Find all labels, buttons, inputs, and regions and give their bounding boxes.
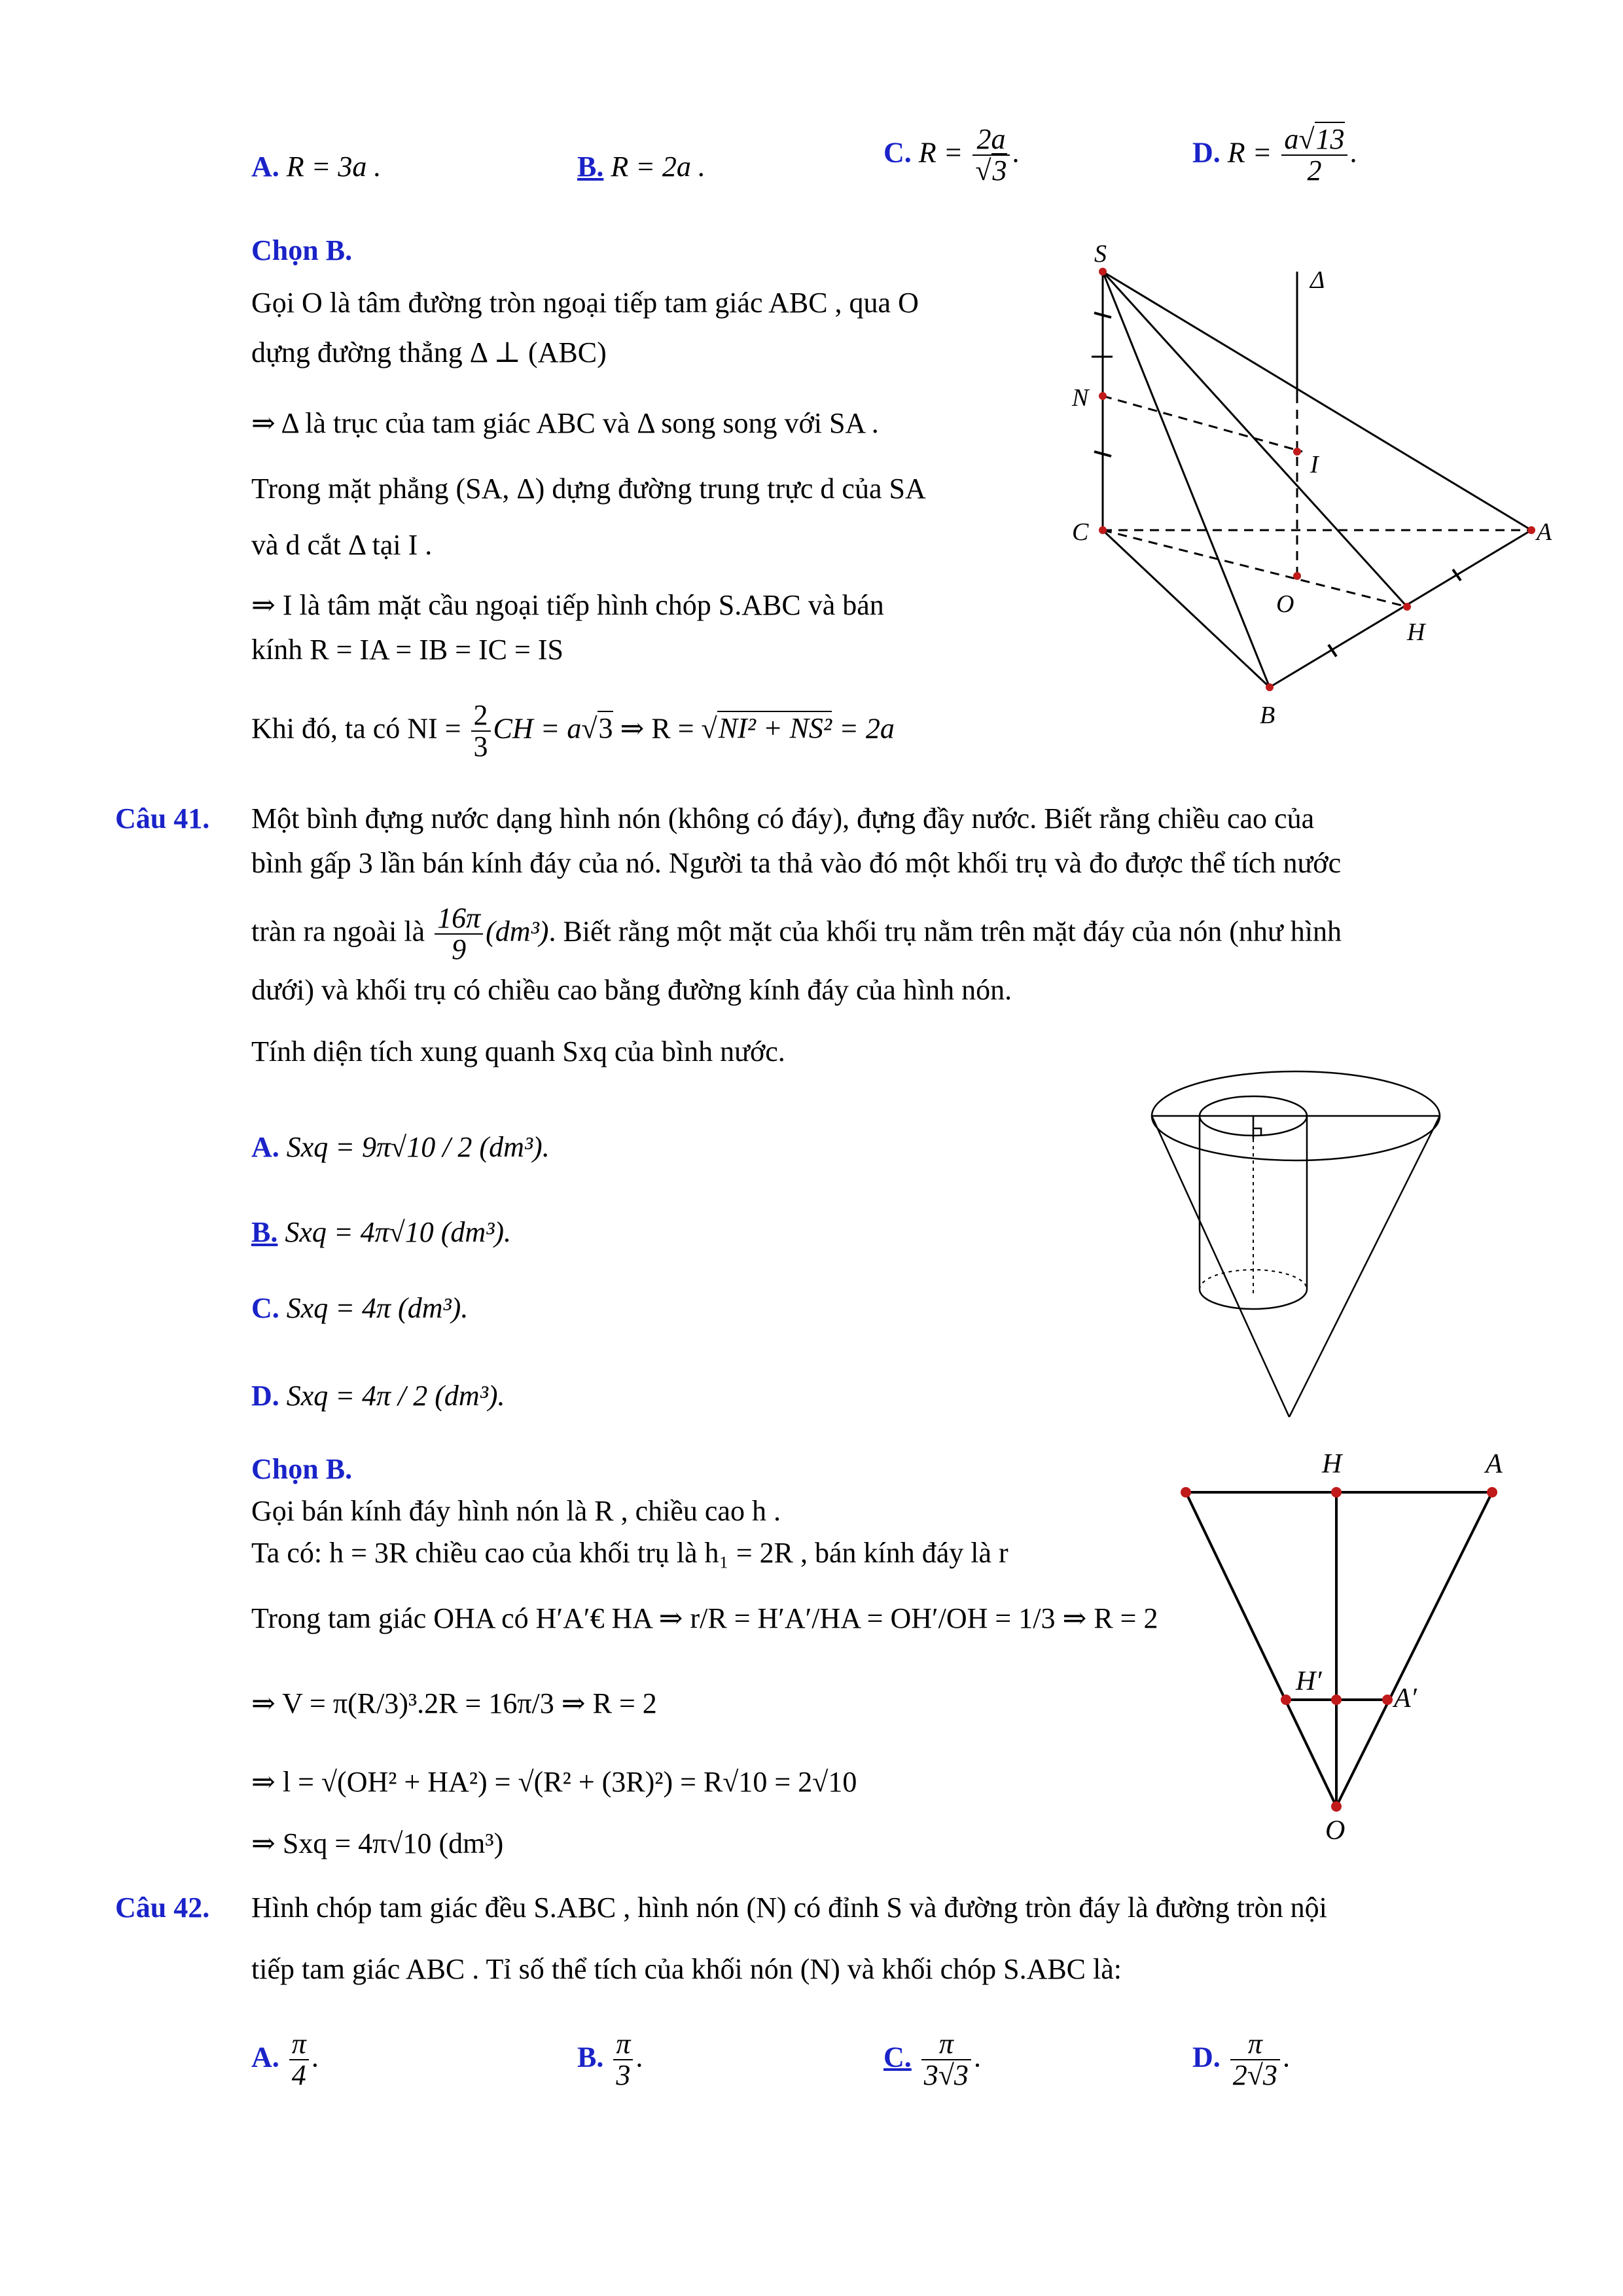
q41-stem: bình gấp 3 lần bán kính đáy của nó. Người ta thả vào đó một khối trụ và đo được thể tích nước [251,847,1342,879]
label-h: H [1407,619,1425,646]
q41-triangle-figure [1165,1440,1531,1846]
label-s: S [1094,240,1107,268]
q40-answer: Chọn B. [251,234,353,266]
q40-final: Khi đó, ta có NI = $\frac{2}{3}$ CH = a√3 ⇒ R = √NI² + NS² = 2a [251,699,895,763]
q42-label: Câu 42. [115,1892,210,1924]
fraction: $\frac{a√13}{2}$ [1281,124,1347,186]
option-letter: B. [577,151,604,183]
label-c: C [1072,518,1089,546]
q41-sol-line: Ta có: h = 3R chiều cao của khối trụ là h₁ = 2R , bán kính đáy là r [251,1537,1008,1569]
fraction: $\frac{2a}{√3}$ [972,124,1009,186]
q42-stem: tiếp tam giác ABC . Tỉ số thể tích của khối nón (N) và khối chóp S.ABC là: [251,1953,1122,1985]
q41-stem: Tính diện tích xung quanh Sxq của bình nước. [251,1035,785,1067]
q41-option-d[interactable]: D. Sxq = 4π / 2 (dm³). [251,1380,505,1412]
label-a: A [1486,1449,1503,1479]
q41-sol-line: ⇒ Sxq = 4π√10 (dm³) [251,1827,504,1859]
label-i: I [1310,451,1319,478]
q42-stem: Hình chóp tam giác đều S.ABC , hình nón (N) có đỉnh S và đường tròn đáy là đường tròn nội [251,1892,1327,1924]
q40-option-b[interactable] [577,145,705,188]
option-text: R = 2a . [611,151,705,183]
label-a-prime: A′ [1394,1683,1417,1713]
q40-pyramid-figure [1060,236,1558,733]
q40-option-c[interactable]: C. R = $\frac{2a}{√3}$ . [883,123,1020,187]
q41-label: Câu 41. [115,802,210,834]
q41-option-b[interactable]: B. Sxq = 4π√10 (dm³). [251,1216,512,1248]
q40-sol-line: ⇒ I là tâm mặt cầu ngoại tiếp hình chóp S.ABC và bán [251,589,884,621]
option-text: R = 3a . [286,151,382,183]
q40-sol-line: ⇒ Δ là trục của tam giác ABC và Δ song song với SA . [251,407,879,439]
q41-sol-line: Trong tam giác OHA có H′A′€ HA ⇒ r/R = H′A′/HA = OH′/OH = 1/3 ⇒ R = 2 [251,1602,1158,1634]
q41-cone-figure [1126,1060,1466,1427]
label-n: N [1072,384,1089,412]
q42-option-b[interactable]: B. $\frac{\pi}{3}$ . [577,2028,643,2092]
q41-sol-line: Gọi bán kính đáy hình nón là R , chiều cao h . [251,1495,781,1527]
q41-stem: dưới) và khối trụ có chiều cao bằng đường kính đáy của hình nón. [251,974,1012,1006]
label-delta: Δ [1310,266,1325,294]
q40-option-d[interactable]: D. R = $\frac{a√13}{2}$ . [1192,123,1357,187]
q41-option-a[interactable]: A. Sxq = 9π√10 / 2 (dm³). [251,1131,550,1163]
q41-answer: Chọn B. [251,1453,353,1485]
q42-option-a[interactable]: A. $\frac{\pi}{4}$ . [251,2028,319,2092]
option-letter: A. [251,151,279,183]
q41-stem: tràn ra ngoài là $\frac{16\pi}{9}$ (dm³). Biết rằng một mặt của khối trụ nằm trên mặt đáy của nón (như hình [251,902,1342,966]
label-o: O [1276,590,1294,618]
q41-sol-line: ⇒ V = π(R/3)³.2R = 16π/3 ⇒ R = 2 [251,1687,657,1719]
q41-stem: Một bình đựng nước dạng hình nón (không có đáy), đựng đầy nước. Biết rằng chiều cao của [251,802,1315,834]
label-a: A [1537,518,1552,546]
q40-sol-line: dựng đường thẳng Δ ⊥ (ABC) [251,336,607,368]
q40-sol-line: kính R = IA = IB = IC = IS [251,634,563,666]
q42-option-c[interactable]: C. $\frac{\pi}{3√3}$ . [883,2028,981,2092]
q40-sol-line: và d cắt Δ tại I . [251,529,433,561]
label-h: H [1322,1449,1342,1479]
q40-sol-line: Gọi O là tâm đường tròn ngoại tiếp tam giác ABC , qua O [251,287,919,319]
q41-option-c[interactable]: C. Sxq = 4π (dm³). [251,1292,469,1324]
option-letter: D. [1192,136,1221,169]
q40-sol-line: Trong mặt phẳng (SA, Δ) dựng đường trung trực d của SA [251,473,926,505]
label-o: O [1325,1816,1346,1846]
q41-sol-line: ⇒ l = √(OH² + HA²) = √(R² + (3R)²) = R√10 = 2√10 [251,1766,857,1798]
option-letter: C. [883,136,912,169]
q40-option-a[interactable] [251,145,381,188]
q42-option-d[interactable]: D. $\frac{\pi}{2√3}$ . [1192,2028,1290,2092]
label-b: B [1260,702,1275,729]
label-h-prime: H′ [1296,1666,1322,1696]
